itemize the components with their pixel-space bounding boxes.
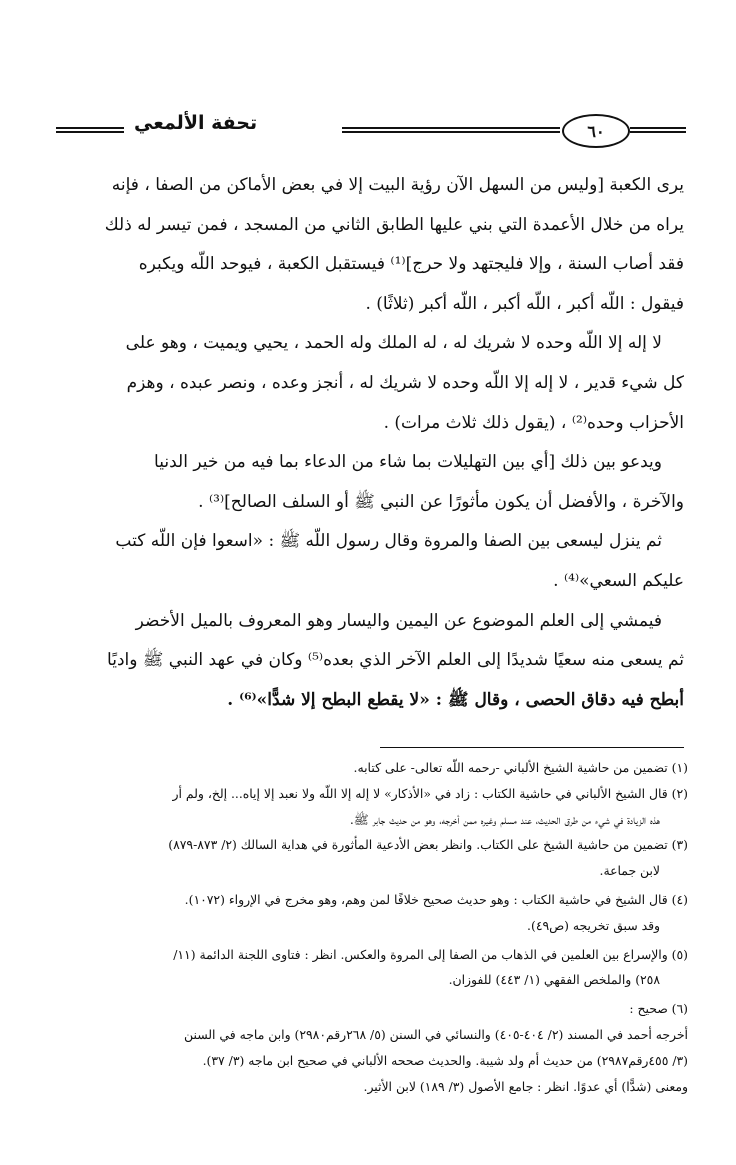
text-line: يراه من خلال الأعمدة التي بني عليها الطابق الثاني من المسجد ، فمن تيسر له ذلك [104, 214, 684, 235]
text-line: الأحزاب وحده⁽²⁾ ، (يقول ذلك ثلاث مرات) . [383, 412, 684, 433]
text-line: والآخرة ، والأفضل أن يكون مأثورًا عن النبي ﷺ أو السلف الصالح]⁽³⁾ . [198, 491, 684, 512]
text-line: ثم يسعى منه سعيًا شديدًا إلى العلم الآخر الذي بعده⁽⁵⁾ وكان في عهد النبي ﷺ واديًا [107, 650, 684, 671]
footnote [58, 887, 688, 939]
text-line: لا إله إلا اللّه وحده لا شريك له ، له الملك وله الحمد ، يحيي ويميت ، وهو على [125, 333, 662, 354]
paragraph [58, 522, 684, 601]
footnote-line: (٤) قال الشيخ في حاشية الكتاب : وهو حديث صحيح خلافًا لمن وهم، وهو مخرج في الإرواء (١٠٧٢). [184, 891, 688, 907]
paragraph [58, 166, 684, 324]
text-line: عليكم السعي»⁽⁴⁾ . [553, 570, 684, 591]
paragraph [58, 324, 684, 443]
text-line: ثم ينزل ليسعى بين الصفا والمروة وقال رسول اللّه ﷺ : «اسعوا فإن اللّه كتب [115, 531, 662, 552]
footnote-line: ٢٥٨) والملخص الفقهي (١/ ٤٤٣) للفوزان. [448, 972, 660, 988]
text-line: أبطح فيه دقاق الحصى ، وقال ﷺ : «لا يقطع البطح إلا شدًّا»⁽⁶⁾ . [227, 689, 684, 710]
book-title: تحفة الألمعي [134, 112, 258, 134]
footnote-line: (٢) قال الشيخ الألباني في حاشية الكتاب : زاد في «الأذكار» لا إله إلا اللّه ولا نعبد إلا إياه... إلخ، ولم أر [172, 785, 688, 801]
footnote-line: لابن جماعة. [599, 863, 660, 879]
paragraph [58, 443, 684, 522]
header-rule-left [56, 127, 124, 133]
text-line: يرى الكعبة [وليس من السهل الآن رؤية البيت إلا في بعض الأماكن من الصفا ، فإنه [111, 175, 684, 195]
footnote-line: ومعنى (شدًّا) أي عدوًا. انظر : جامع الأصول (٣/ ١٨٩) لابن الأثير. [363, 1078, 688, 1094]
footnote-line: وقد سبق تخريجه (ص٤٩). [527, 917, 660, 933]
running-header [56, 112, 686, 156]
footnote-line: (١) تضمين من حاشية الشيخ الألباني -رحمه اللّه تعالى- على كتابه. [353, 760, 688, 775]
footnote-line: (٦) صحيح : [629, 1001, 688, 1017]
footnote [58, 996, 688, 1099]
footnote [58, 755, 688, 781]
footnote [58, 781, 688, 833]
header-rule-right [630, 127, 686, 133]
text-line: فيقول : اللّه أكبر ، اللّه أكبر ، اللّه أكبر (ثلاثًا) . [365, 293, 684, 314]
paragraph [58, 602, 684, 721]
footnote-line: هذه الزيادة في شيء من طرق الحديث، عند مسلم وغيره ممن أخرجه، وهو من حديث جابر ﷺ. [349, 811, 660, 827]
footnote-line: أخرجه أحمد في المسند (٢/ ٤٠٤-٤٠٥) والنسائي في السنن (٥/ ٢٦٨رقم٢٩٨٠) وابن ماجه في السنن [184, 1026, 688, 1042]
footnotes [58, 755, 688, 1099]
text-line: ويدعو بين ذلك [أي بين التهليلات بما شاء من الدعاء بما فيه من خير الدنيا [154, 452, 662, 473]
footnote-separator [380, 747, 684, 748]
main-text [58, 166, 684, 720]
text-line: فيمشي إلى العلم الموضوع عن اليمين واليسار وهو المعروف بالميل الأخضر [135, 610, 662, 631]
text-line: كل شيء قدير ، لا إله إلا اللّه وحده لا شريك له ، أنجز وعده ، ونصر عبده ، وهزم [126, 372, 684, 393]
header-rule-middle [342, 127, 560, 133]
footnote [58, 832, 688, 884]
footnote-line: (٥) والإسراع بين العلمين في الذهاب من الصفا إلى المروة والعكس. انظر : فتاوى اللجنة الدائمة (١١/ [173, 946, 688, 962]
footnote-line: (٣/ ٤٥٥رقم٢٩٨٧) من حديث أم ولد شيبة. والحديث صححه الألباني في صحيح ابن ماجه (٣/ ٣٧). [202, 1052, 688, 1068]
text-line: فقد أصاب السنة ، وإلا فليجتهد ولا حرج]⁽¹⁾ فيستقبل الكعبة ، فيوحد اللّه ويكبره [138, 254, 684, 275]
footnote-line: (٣) تضمين من حاشية الشيخ على الكتاب. وانظر بعض الأدعية المأثورة في هداية السالك (٢/ ٨٧٣-٨٧٩) [168, 837, 688, 853]
footnote [58, 942, 688, 994]
page-number: ٦٠ [562, 114, 630, 148]
